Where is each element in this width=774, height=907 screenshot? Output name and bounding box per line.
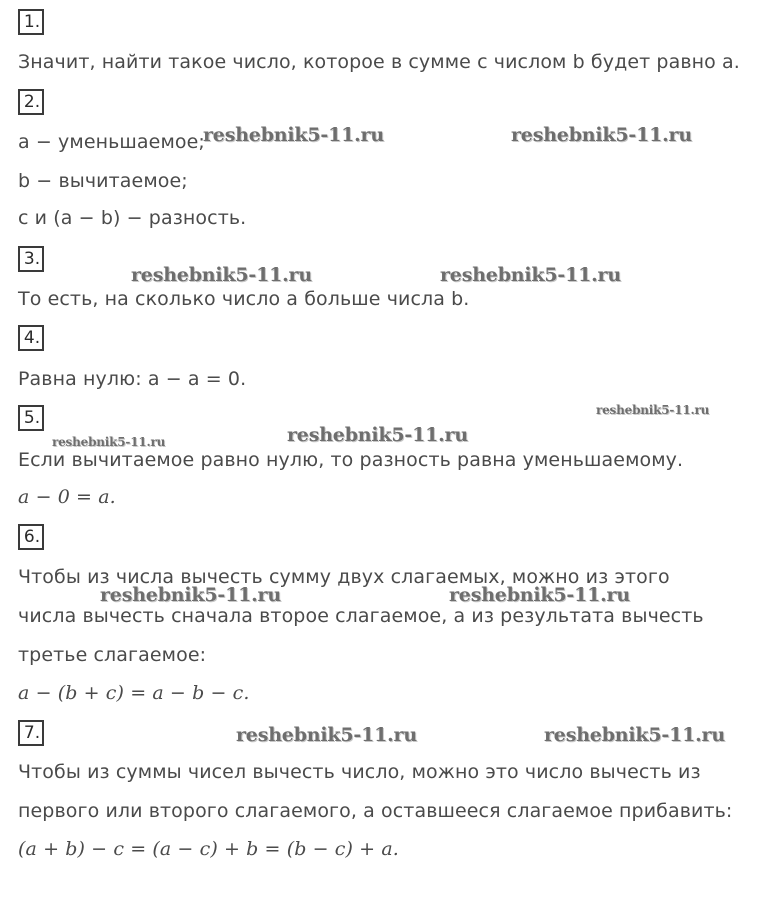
answer-6-text-line1: Чтобы из числа вычесть сумму двух слагаемых, можно из этого xyxy=(18,566,670,588)
answer-2-difference: c и (a − b) − разность. xyxy=(18,207,247,229)
answer-5-text: Если вычитаемое равно нулю, то разность равна уменьшаемому. xyxy=(18,449,684,471)
watermark: reshebnik5-11.ru xyxy=(100,584,281,606)
item-number-1: 1. xyxy=(18,9,44,35)
answer-7-formula: (a + b) − c = (a − c) + b = (b − c) + a. xyxy=(18,838,399,860)
answer-6-formula: a − (b + c) = a − b − c. xyxy=(18,682,250,704)
watermark: reshebnik5-11.ru xyxy=(596,403,710,417)
watermark: reshebnik5-11.ru xyxy=(511,124,692,146)
answer-5-formula: a − 0 = a. xyxy=(18,486,116,508)
answer-1-text: Значит, найти такое число, которое в сумме с числом b будет равно a. xyxy=(18,51,740,73)
answer-2-subtrahend: b − вычитаемое; xyxy=(18,170,188,192)
answer-6-text-line3: третье слагаемое: xyxy=(18,644,207,666)
answer-7-text-line2: первого или второго слагаемого, а оставшееся слагаемое прибавить: xyxy=(18,800,733,822)
watermark: reshebnik5-11.ru xyxy=(544,724,725,746)
watermark: reshebnik5-11.ru xyxy=(449,584,630,606)
item-number-3: 3. xyxy=(18,246,44,272)
watermark: reshebnik5-11.ru xyxy=(440,264,621,286)
watermark: reshebnik5-11.ru xyxy=(131,264,312,286)
item-number-7: 7. xyxy=(18,720,44,746)
answer-2-minuend: a − уменьшаемое; xyxy=(18,131,205,153)
answer-3-text: То есть, на сколько число a больше числа b. xyxy=(18,288,470,310)
answer-6-text-line2: числа вычесть сначала второе слагаемое, а из результата вычесть xyxy=(18,605,704,627)
item-number-6: 6. xyxy=(18,524,44,550)
item-number-5: 5. xyxy=(18,405,44,431)
answer-4-text: Равна нулю: a − a = 0. xyxy=(18,368,247,390)
watermark: reshebnik5-11.ru xyxy=(203,124,384,146)
watermark: reshebnik5-11.ru xyxy=(52,435,166,449)
answer-7-text-line1: Чтобы из суммы чисел вычесть число, можно это число вычесть из xyxy=(18,761,701,783)
item-number-4: 4. xyxy=(18,325,44,351)
watermark: reshebnik5-11.ru xyxy=(287,424,468,446)
item-number-2: 2. xyxy=(18,89,44,115)
watermark: reshebnik5-11.ru xyxy=(236,724,417,746)
